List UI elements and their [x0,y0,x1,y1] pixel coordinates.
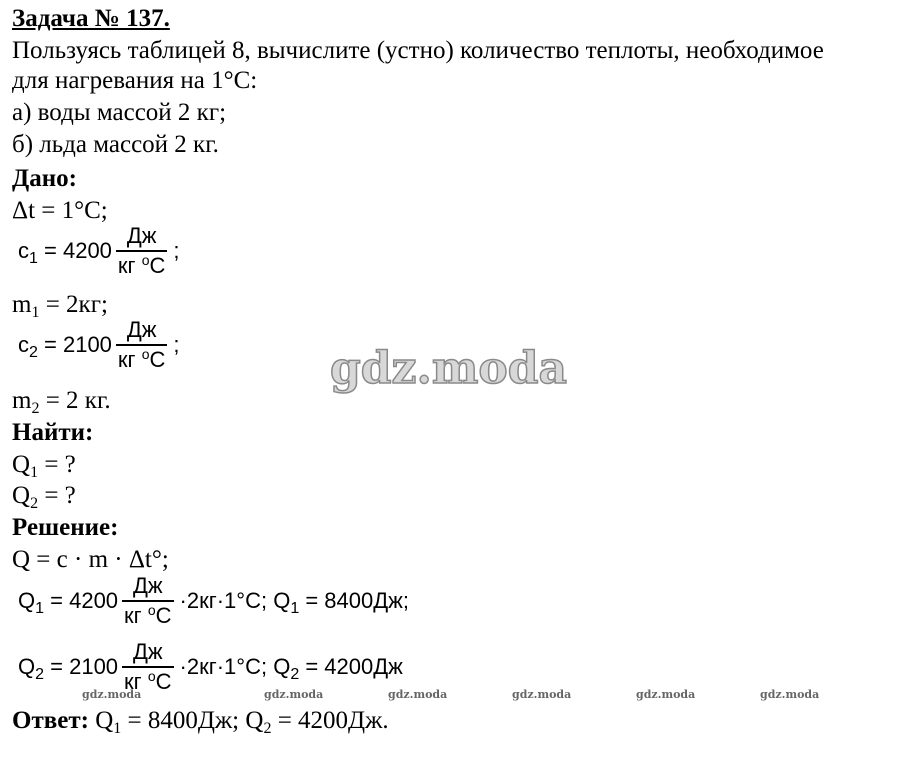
given-m2: $m_2 = 2$ кг. [12,387,111,417]
c1-tail: ; [173,237,180,263]
c2-unit-denominator: кг $^о$С [117,345,166,372]
c1-unit-fraction [116,224,167,278]
q1-rest: ·2кг·1°С; $Q_1 = 8400Дж$; [179,587,409,617]
c2-tail: ; [173,331,180,357]
task-text-line-1: Пользуясь таблицей 8, вычислите (устно) количество теплоты, необходимое [12,37,824,64]
solution-q1-formula [18,574,409,628]
q1-unit-numerator: Дж [132,573,163,598]
find-q2: $Q_2$ = ? [12,482,76,512]
c1-symbol: $c_1 = 4200$ [18,237,112,267]
solution-heading: Решение: [12,514,119,541]
watermark-small: gdz.moda [388,688,448,701]
c2-symbol: $c_2 = 2100$ [18,331,112,361]
task-title: Задача № 137. [12,5,170,32]
find-heading: Найти: [12,419,94,446]
watermark-small: gdz.moda [636,688,696,701]
q2-rest: ·2кг·1°С; $Q_2 = 4200Дж$ [179,653,403,683]
watermark-small: gdz.moda [264,688,324,701]
task-text-line-2: для нагревания на 1°С: [12,67,258,94]
answer-label: Ответ: [12,707,89,734]
q2-left: $Q_2 = 2100$ [18,653,119,683]
solution-general-formula: Q = c · m · Δt°; [12,546,169,573]
given-c1-formula [18,224,180,278]
given-c2-formula [18,318,180,372]
c2-unit-numerator: Дж [126,317,157,342]
watermark-small: gdz.moda [82,688,142,701]
find-q1: $Q_1$ = ? [12,451,76,481]
given-delta-t: Δt = 1°С; [12,197,108,224]
task-item-a: а) воды массой 2 кг; [12,99,227,126]
answer-line: Ответ: $Q_1 = 8400Дж$; $Q_2 = 4200Дж$. [12,707,389,737]
q2-unit-numerator: Дж [132,639,163,664]
c2-unit-fraction [116,318,167,372]
q2-unit-denominator: кг $^о$С [124,667,172,694]
task-item-b: б) льда массой 2 кг. [12,131,219,158]
q1-unit-denominator: кг $^о$С [124,601,172,628]
given-m1: $m_1 = 2кг$; [12,291,108,321]
watermark-small: gdz.moda [760,688,820,701]
watermark-small: gdz.moda [512,688,572,701]
c1-unit-numerator: Дж [126,223,157,248]
watermark-logo: gdz.moda [330,343,568,394]
given-heading: Дано: [12,165,77,192]
q1-unit-fraction [122,574,173,628]
c1-unit-denominator: кг $^о$С [117,251,166,278]
q2-unit-fraction [122,640,173,694]
q1-left: $Q_1 = 4200$ [18,587,119,617]
solution-q2-formula [18,640,403,694]
